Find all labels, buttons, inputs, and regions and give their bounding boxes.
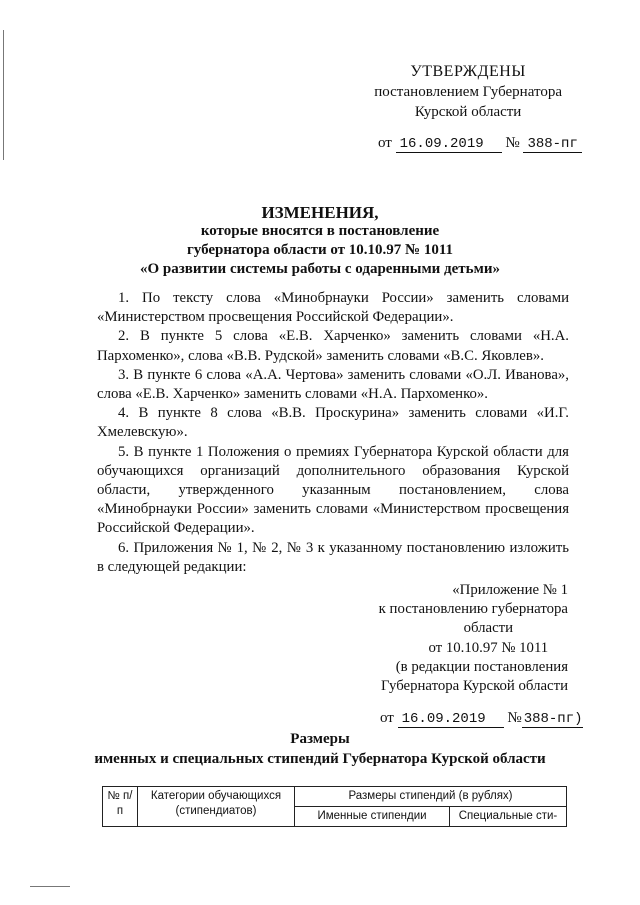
col-number-header: № п/п [103, 787, 138, 827]
approval-date-line [378, 135, 582, 153]
approval-number: 388-пг [523, 136, 581, 153]
appendix-line-2: к постановлению губернатора [378, 601, 568, 618]
heading-line-3: «О развитии системы работы с одаренными детьми» [140, 261, 500, 277]
amendment-item: 5. В пункте 1 Положения о премиях Губернатора Курской области для обучающихся организаций дополнительного образования Курской области, утвержденного указанным постановлением, слова «Минобрнауки России» заменить словами «Министерством просвещения Российской Федерации». [97, 443, 569, 537]
heading-line-2: губернатора области от 10.10.97 № 1011 [186, 242, 454, 258]
number-prefix: № [507, 710, 522, 726]
stipend-table [102, 786, 567, 827]
appendix-block [379, 581, 568, 696]
col-category-header: Категории обучающихся (стипендиатов) [138, 787, 295, 827]
sizes-subtitle: именных и специальных стипендий Губернатора Курской области [94, 751, 546, 767]
appendix-line-5: (в редакции постановления [395, 658, 568, 675]
amendment-item: 1. По тексту слова «Минобрнауки России» заменить словами «Министерством просвещения Российской Федерации». [97, 290, 569, 326]
amendments-list [97, 289, 569, 577]
scan-edge-mark [30, 886, 70, 887]
sizes-heading [60, 729, 580, 769]
col-named-header: Именные стипендии [295, 807, 450, 827]
amendment-item: 4. В пункте 8 слова «В.В. Проскурина» заменить словами «И.Г. Хмелевскую». [97, 405, 569, 441]
table-header-row [103, 787, 567, 807]
date-prefix: от [380, 710, 394, 726]
appendix-number: 388-пг) [523, 711, 583, 727]
approval-line-2: Курской области [414, 104, 522, 120]
amendment-item: 3. В пункте 6 слова «А.А. Чертова» заменить словами «О.Л. Иванова», слова «Е.В. Харченко» заменить словами «Н.А. Пархоменко». [97, 366, 569, 403]
heading-line-1: которые вносятся в постановление [200, 223, 440, 239]
amendment-item: 6. Приложения № 1, № 2, № 3 к указанному постановлению изложить в следующей редакции: [97, 539, 569, 575]
approval-block [374, 62, 562, 122]
col-sizes-header: Размеры стипендий (в рублях) [295, 787, 567, 807]
amendment-item: 2. В пункте 5 слова «Е.В. Харченко» заменить словами «Н.А. Пархоменко», слова «В.В. Рудской» заменить словами «В.С. Яковлев». [97, 328, 569, 364]
approval-date: 16.09.2019 [396, 136, 502, 153]
sizes-title: Размеры [290, 731, 350, 747]
appendix-line-1: «Приложение № 1 [452, 582, 568, 598]
document-heading [60, 203, 580, 279]
date-prefix: от [378, 135, 392, 151]
col-special-header: Специальные сти- [450, 807, 567, 827]
appendix-line-4: от 10.10.97 № 1011 [428, 639, 549, 656]
appendix-date: 16.09.2019 [398, 711, 504, 728]
appendix-date-line [380, 710, 583, 728]
heading-title: ИЗМЕНЕНИЯ, [261, 203, 379, 222]
approval-line-1: постановлением Губернатора [374, 84, 562, 100]
number-prefix: № [505, 135, 520, 151]
approval-title: УТВЕРЖДЕНЫ [410, 63, 526, 80]
appendix-line-3: области [463, 620, 514, 637]
scan-margin-line [3, 30, 4, 160]
appendix-line-6: Губернатора Курской области [381, 678, 568, 695]
